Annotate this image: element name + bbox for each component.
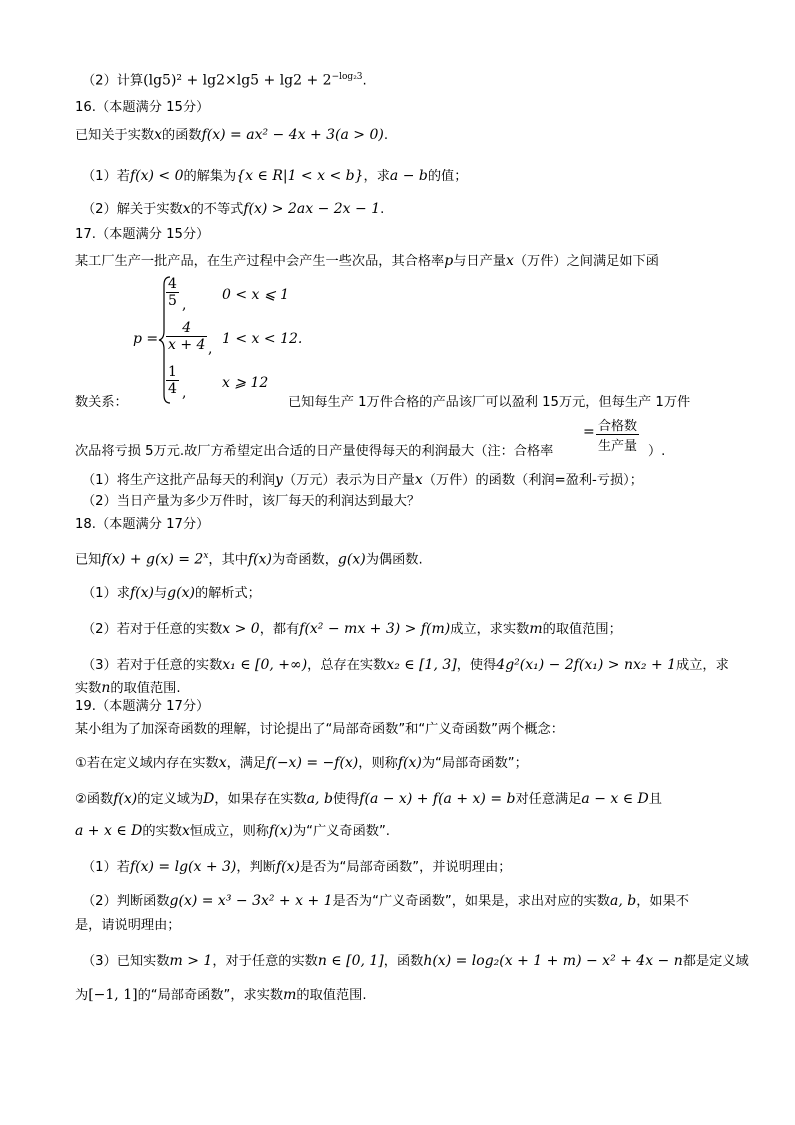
num: 合格数 xyxy=(596,415,639,435)
math-expr: a + x ∈ D xyxy=(75,823,143,839)
text: ，函数 xyxy=(383,954,424,969)
text: 的取值范围. xyxy=(110,681,181,696)
q17-line2-a: 数关系： xyxy=(75,395,128,410)
math-var: x xyxy=(182,201,191,217)
text: 恒成立，则称 xyxy=(189,824,269,839)
math-expr: g(x) = x³ − 3x² + x + 1 xyxy=(169,893,333,909)
case3-value xyxy=(166,364,179,397)
den: 5 xyxy=(168,293,177,309)
text: 实数 xyxy=(75,681,102,696)
comma: , xyxy=(182,385,187,401)
den: 4 xyxy=(168,381,177,397)
q17-line3: 次品将亏损 5万元.故厂方希望定出合适的日产量使得每天的利润最大（注：合格率 xyxy=(75,444,554,459)
math-expr: n ∈ [0, 1] xyxy=(317,953,384,969)
q18-part2 xyxy=(82,620,622,639)
math-var: x xyxy=(218,755,227,771)
text: （2）若对于任意的实数 xyxy=(82,622,223,637)
den: x + 4 xyxy=(168,337,206,353)
text: ，则称 xyxy=(358,756,398,771)
math-expr: f(x) xyxy=(397,755,422,771)
text: （万元）表示为日产量 xyxy=(282,473,415,488)
text: ，对于任意的实数 xyxy=(212,954,318,969)
text: （1）将生产这批产品每天的利润 xyxy=(82,473,276,488)
q18-part3 xyxy=(82,656,729,675)
math-expr: a − x ∈ D xyxy=(581,791,649,807)
math-expr: f(x) + g(x) = 2 xyxy=(101,551,204,568)
q18-header: 18.（本题满分 17分） xyxy=(75,517,210,532)
math-var: D xyxy=(203,791,215,807)
text: 是否为“局部奇函数”，并说明理由； xyxy=(299,860,512,875)
punct: . xyxy=(383,128,389,143)
math-expr: {x ∈ R|1 < x < b} xyxy=(236,168,364,184)
case1-condition: 0 < x ⩽ 1 xyxy=(222,287,289,303)
text: ，判断 xyxy=(236,860,276,875)
math-expr: f(a − x) + f(a + x) = b xyxy=(359,791,516,807)
text: 为奇函数， xyxy=(271,552,338,568)
text: （2）解关于实数 xyxy=(82,202,183,217)
q17-part1 xyxy=(82,471,643,490)
text: 与 xyxy=(153,586,168,601)
q19-def1 xyxy=(75,754,528,773)
text: 的“局部奇函数”，求实数 xyxy=(137,988,284,1003)
text: （1）求 xyxy=(82,586,130,601)
math-var: n xyxy=(101,680,111,696)
label: （2）计算 xyxy=(82,73,144,89)
text: ）. xyxy=(648,444,666,459)
math-expr: m > 1 xyxy=(169,953,213,969)
q18-stem xyxy=(75,547,423,569)
text: 已知 xyxy=(75,552,102,568)
q19-def2-cont xyxy=(75,822,390,841)
text: ，如果存在实数 xyxy=(214,792,307,807)
q16-stem xyxy=(75,126,388,145)
q19-part3-cont xyxy=(75,986,367,1005)
math-expr: f(x) < 0 xyxy=(129,168,184,184)
math-expr: f(x) = ax² − 4x + 3(a > 0) xyxy=(201,127,384,143)
text: 与日产量 xyxy=(453,254,506,269)
text: （万件）之间满足如下函 xyxy=(513,254,659,269)
piece-lhs: p = xyxy=(133,331,159,347)
text: （3）已知实数 xyxy=(82,954,170,969)
q19-part1 xyxy=(82,858,511,877)
math-expr: x₂ ∈ [1, 3] xyxy=(386,657,457,673)
text: 的函数 xyxy=(162,128,202,143)
text: ②函数 xyxy=(75,792,114,807)
q16-header: 16.（本题满分 15分） xyxy=(75,100,210,115)
text: ，其中 xyxy=(208,552,248,568)
math-var: m xyxy=(529,621,543,637)
text: 成立，求 xyxy=(676,658,729,673)
math-expr: f(x) xyxy=(247,551,272,568)
num: 4 xyxy=(168,276,177,292)
case2-value xyxy=(166,320,207,353)
math-expr: x > 0 xyxy=(222,621,260,637)
punct: . xyxy=(380,202,385,217)
text: ，如果不 xyxy=(636,894,689,909)
case3-condition: x ⩾ 12 xyxy=(222,375,269,391)
text: 为偶函数. xyxy=(365,552,423,568)
text: （万件）的函数（利润=盈利-亏损）； xyxy=(422,473,643,488)
math-var: x xyxy=(181,823,190,839)
text: 使得 xyxy=(332,792,360,807)
text: 的实数 xyxy=(142,824,182,839)
text: 的定义域为 xyxy=(137,792,204,807)
text: 的解析式； xyxy=(194,586,261,601)
text: ，使得 xyxy=(456,658,497,673)
text: 对任意满足 xyxy=(515,792,582,807)
math-sup: x xyxy=(203,551,209,561)
math-expr: a − b xyxy=(389,168,428,184)
text: 为 xyxy=(75,988,89,1003)
comma: , xyxy=(208,341,213,357)
q17-line1 xyxy=(75,252,659,271)
math-var: x xyxy=(154,127,163,143)
math-expr: f(−x) = −f(x) xyxy=(266,755,359,771)
q19-part2 xyxy=(82,892,689,911)
math-expr: a, b xyxy=(306,791,333,807)
q19-part3 xyxy=(82,952,749,971)
math-expr: f(x) = lg(x + 3) xyxy=(129,859,237,875)
text: 的不等式 xyxy=(190,202,244,217)
q16-part2 xyxy=(82,200,384,219)
math-expr: g(x) xyxy=(167,585,195,601)
ratio-fraction xyxy=(596,415,639,454)
q19-part2-cont: 是，请说明理由； xyxy=(75,918,181,933)
text: 的解集为 xyxy=(183,169,237,184)
text: 的取值范围； xyxy=(542,622,622,637)
den: 生产量 xyxy=(598,439,638,454)
math-sup: −log₂3 xyxy=(331,72,363,82)
q15-part2 xyxy=(82,68,367,90)
math-expr: f(x) xyxy=(113,791,138,807)
q17-header: 17.（本题满分 15分） xyxy=(75,227,210,242)
math-expr: f(x) xyxy=(268,823,293,839)
text: 的值； xyxy=(427,169,468,184)
math-var: x xyxy=(505,253,514,269)
text: 都是定义域 xyxy=(682,954,749,969)
text: 是否为“广义奇函数”，如果是，求出对应的实数 xyxy=(332,894,610,909)
math-expr: a, b xyxy=(609,893,637,909)
case1-value xyxy=(166,276,179,309)
text: （1）若 xyxy=(82,169,130,184)
text: 且 xyxy=(648,792,662,807)
math-expr: 4g²(x₁) − 2f(x₁) > nx₂ + 1 xyxy=(496,657,677,673)
math-var: x xyxy=(414,472,423,488)
text: ，求 xyxy=(363,169,390,184)
q18-part3-cont xyxy=(75,679,181,698)
math-var: y xyxy=(275,472,283,488)
text: 已知关于实数 xyxy=(75,128,155,143)
punct: . xyxy=(362,73,367,89)
text: （1）若 xyxy=(82,860,130,875)
num: 1 xyxy=(168,364,177,380)
text: （2）判断函数 xyxy=(82,894,170,909)
text: 为“局部奇函数”； xyxy=(421,756,528,771)
math-expr: f(x) xyxy=(275,859,300,875)
q18-part1 xyxy=(82,584,261,603)
math-var: p xyxy=(444,253,454,269)
text: （3）若对于任意的实数 xyxy=(82,658,223,673)
q19-header: 19.（本题满分 17分） xyxy=(75,699,210,714)
q17-line2-b: 已知每生产 1万件合格的产品该厂可以盈利 15万元，但每生产 1万件 xyxy=(288,395,691,410)
num: 4 xyxy=(166,320,207,337)
text: 某工厂生产一批产品，在生产过程中会产生一些次品，其合格率 xyxy=(75,254,445,269)
q17-part2: （2）当日产量为多少万件时，该厂每天的利润达到最大？ xyxy=(82,494,421,509)
q16-part1 xyxy=(82,167,467,186)
text: ，总存在实数 xyxy=(307,658,387,673)
math-expr: f(x) xyxy=(129,585,154,601)
q19-intro: 某小组为了加深奇函数的理解，讨论提出了“局部奇函数”和“广义奇函数”两个概念： xyxy=(75,722,564,737)
math-expr: f(x) > 2ax − 2x − 1 xyxy=(243,201,381,217)
math-expr: f(x² − mx + 3) > f(m) xyxy=(299,621,451,637)
q19-def2 xyxy=(75,790,662,809)
case2-condition: 1 < x < 12. xyxy=(222,331,303,347)
math-expr: x₁ ∈ [0, +∞) xyxy=(222,657,308,673)
equals: = xyxy=(583,424,595,440)
math-expr: g(x) xyxy=(337,551,366,568)
math-expr: h(x) = log₂(x + 1 + m) − x² + 4x − n xyxy=(423,953,683,969)
text: ，都有 xyxy=(259,622,300,637)
text: ①若在定义域内存在实数 xyxy=(75,756,219,771)
math-expr: [−1, 1] xyxy=(88,987,138,1003)
text: 为“广义奇函数”. xyxy=(292,824,390,839)
text: 的取值范围. xyxy=(296,988,367,1003)
text: 成立，求实数 xyxy=(450,622,530,637)
text: ，满足 xyxy=(226,756,267,771)
comma: , xyxy=(182,297,187,313)
math-expr: (lg5)² + lg2×lg5 + lg2 + 2 xyxy=(143,72,332,89)
math-var: m xyxy=(283,987,297,1003)
